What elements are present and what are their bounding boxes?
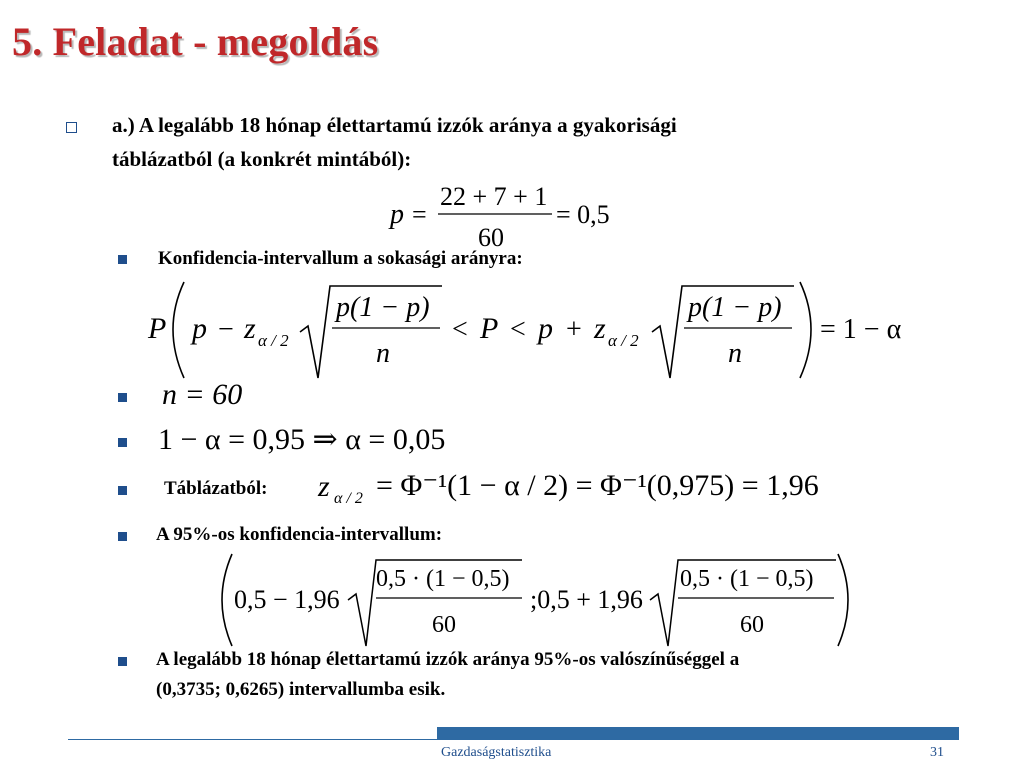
formula-p-lhs: p — [390, 199, 404, 230]
item-a-line2: táblázatból (a konkrét mintából): — [112, 147, 412, 171]
hollow-square-bullet-icon — [66, 122, 77, 133]
square-bullet-icon — [118, 657, 127, 666]
formula-interval — [140, 274, 930, 384]
z-subscript: α / 2 — [334, 490, 363, 507]
frac-den-right: n — [728, 338, 742, 369]
interval-z-right: z — [594, 312, 606, 345]
z-symbol: z — [318, 470, 330, 503]
formula-result — [210, 550, 860, 650]
result-sep: ;0,5 + 1,96 — [530, 585, 643, 614]
frac-den-left: n — [376, 338, 390, 369]
formula-p-equals: = — [412, 200, 427, 229]
frac-num-right: p(1 − p) — [688, 292, 782, 323]
square-bullet-icon — [118, 255, 127, 264]
bullet-95-label: A 95%-os konfidencia-intervallum: — [156, 524, 443, 545]
result-den-left: 60 — [432, 612, 456, 638]
footer-page-number: 31 — [930, 745, 944, 760]
square-bullet-icon — [118, 393, 127, 402]
square-bullet-icon — [118, 486, 127, 495]
interval-left-paren — [173, 282, 184, 378]
result-num-left: 0,5 · (1 − 0,5) — [376, 566, 510, 592]
formula-p-result: = 0,5 — [556, 200, 610, 229]
interval-P-mid: P — [480, 312, 499, 345]
slide-title: 5. Feladat - megoldás — [12, 19, 379, 64]
bullet-conf-label: Konfidencia-intervallum a sokasági arányra: — [158, 248, 523, 269]
result-left-term: 0,5 − 1,96 — [234, 585, 340, 614]
square-bullet-icon — [118, 532, 127, 541]
conclusion-line2: (0,3735; 0,6265) intervallumba esik. — [156, 679, 446, 700]
result-num-right: 0,5 · (1 − 0,5) — [680, 566, 814, 592]
bullet-alpha: 1 − α = 0,95 ⇒ α = 0,05 — [158, 423, 446, 456]
footer-course: Gazdaságstatisztika — [441, 745, 552, 760]
conclusion-line1: A legalább 18 hónap élettartamú izzók aránya 95%-os valószínűséggel a — [156, 649, 740, 670]
frac-num-left: p(1 − p) — [336, 292, 430, 323]
interval-p-right: p — [538, 312, 553, 345]
formula-p-denominator: 60 — [478, 223, 504, 252]
formula-p-numerator: 22 + 7 + 1 — [440, 182, 548, 211]
bullet-table-expr: = Φ⁻¹(1 − α / 2) = Φ⁻¹(0,975) = 1,96 — [376, 469, 819, 502]
interval-plus: + — [566, 314, 582, 345]
interval-less-1: < — [452, 314, 468, 345]
formula-p — [380, 176, 640, 254]
item-a-line1: a.) A legalább 18 hónap élettartamú izzók aránya a gyakorisági — [112, 113, 677, 137]
footer-divider — [68, 739, 959, 740]
interval-sub-right: α / 2 — [608, 331, 639, 350]
interval-rhs: = 1 − α — [820, 314, 902, 345]
interval-p-left: p — [192, 312, 207, 345]
result-left-paren — [222, 554, 232, 646]
footer-bar — [437, 727, 959, 739]
interval-z-left: z — [244, 312, 256, 345]
result-right-paren — [838, 554, 848, 646]
interval-right-paren — [800, 282, 811, 378]
result-den-right: 60 — [740, 612, 764, 638]
square-bullet-icon — [118, 438, 127, 447]
bullet-table-label: Táblázatból: — [164, 478, 268, 499]
interval-sub-left: α / 2 — [258, 331, 289, 350]
bullet-n: n = 60 — [162, 378, 243, 411]
interval-less-2: < — [510, 314, 526, 345]
interval-minus: − — [218, 314, 234, 345]
interval-P: P — [148, 312, 167, 345]
